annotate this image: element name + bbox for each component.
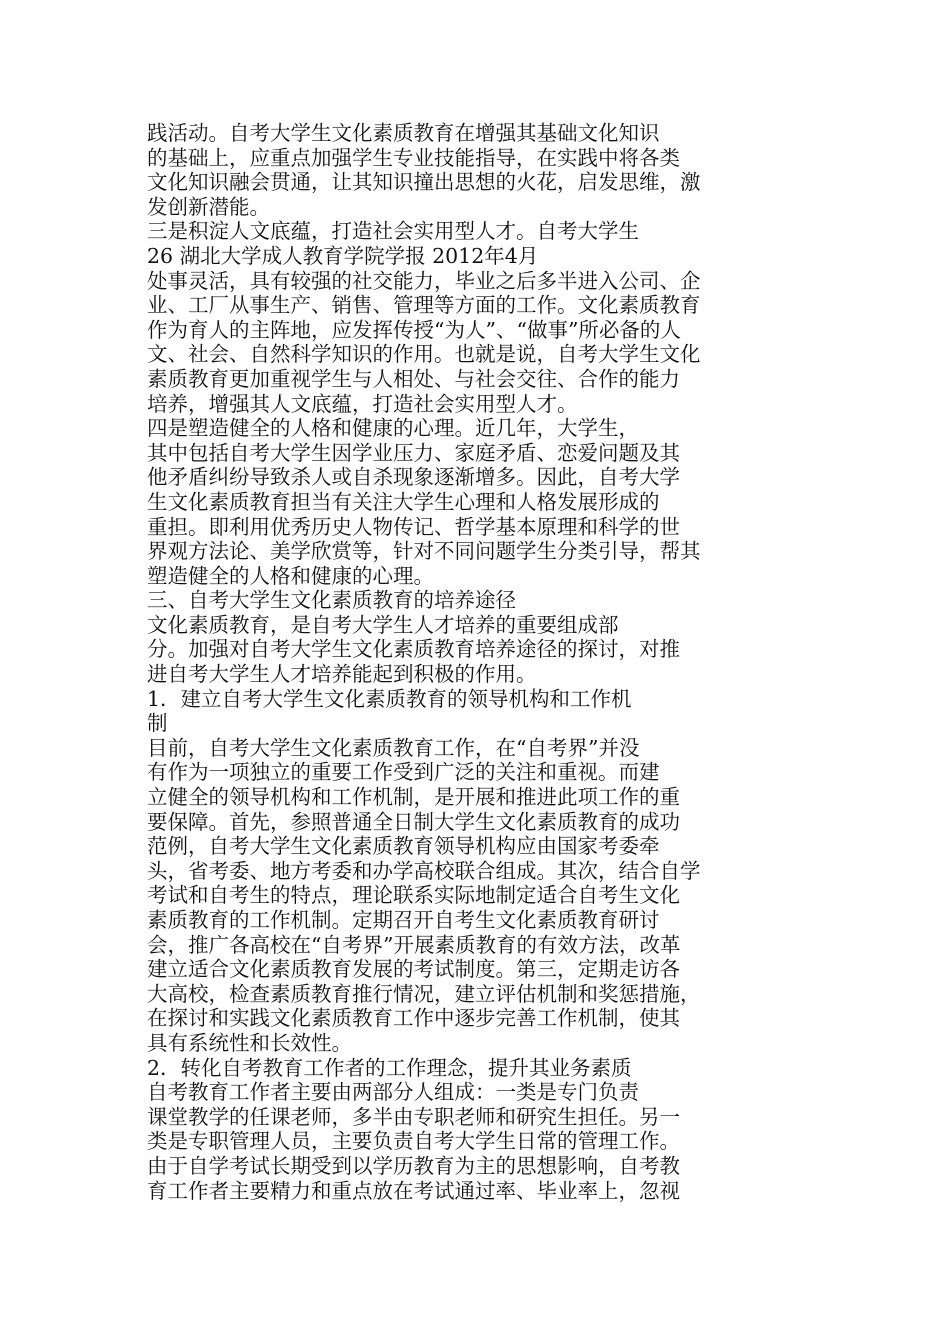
section-heading: 三、自考大学生文化素质教育的培养途径 (147, 588, 516, 613)
text-line: 有作为一项独立的重要工作受到广泛的关注和重视。而建 (147, 760, 660, 785)
body-text (147, 121, 787, 1203)
text-line: 文化素质教育，是自考大学生人才培养的重要组成部 (147, 612, 619, 637)
text-line: 考试和自考生的特点，理论联系实际地制定适合自考生文化 (147, 883, 680, 908)
text-line: 会，推广各高校在“自考界”开展素质教育的有效方法，改革 (147, 932, 681, 957)
text-line: 处事灵活，具有较强的社交能力，毕业之后多半进入公司、企 (147, 268, 701, 293)
text-line: 的基础上，应重点加强学生专业技能指导，在实践中将各类 (147, 145, 680, 170)
text-line: 三是积淀人文底蕴，打造社会实用型人才。自考大学生 (147, 219, 639, 244)
text-line: 作为育人的主阵地，应发挥传授“为人”、“做事”所必备的人 (147, 317, 681, 342)
text-line: 文、社会、自然科学知识的作用。也就是说，自考大学生文化 (147, 342, 701, 367)
text-line: 文化知识融会贯通，让其知识撞出思想的火花，启发思维，激 (147, 170, 701, 195)
text-line: 进自考大学生人才培养能起到积极的作用。 (147, 662, 537, 687)
text-line: 培养，增强其人文底蕴，打造社会实用型人才。 (147, 391, 578, 416)
text-line: 四是塑造健全的人格和健康的心理。近几年，大学生， (147, 416, 639, 441)
text-line: 立健全的领导机构和工作机制，是开展和推进此项工作的重 (147, 785, 680, 810)
text-line: 素质教育更加重视学生与人相处、与社会交往、合作的能力 (147, 366, 680, 391)
text-line: 分。加强对自考大学生文化素质教育培养途径的探讨，对推 (147, 637, 680, 662)
text-line: 业、工厂从事生产、销售、管理等方面的工作。文化素质教育 (147, 293, 701, 318)
subsection-heading: 制 (147, 711, 168, 736)
text-line: 素质教育的工作机制。定期召开自考生文化素质教育研讨 (147, 908, 660, 932)
text-line: 生文化素质教育担当有关注大学生心理和人格发展形成的 (147, 489, 660, 514)
running-header: 26 湖北大学成人教育学院学报 2012年4月 (147, 243, 539, 268)
text-line: 界观方法论、美学欣赏等，针对不同问题学生分类引导，帮其 (147, 539, 701, 564)
text-line: 自考教育工作者主要由两部分人组成：一类是专门负责 (147, 1080, 639, 1105)
text-line: 由于自学考试长期受到以学历教育为主的思想影响，自考教 (147, 1153, 680, 1178)
text-line: 头，省考委、地方考委和办学高校联合组成。其次，结合自学 (147, 858, 701, 883)
text-line: 要保障。首先，参照普通全日制大学生文化素质教育的成功 (147, 809, 680, 834)
text-line: 课堂教学的任课老师，多半由专职老师和研究生担任。另一 (147, 1104, 680, 1129)
text-line: 重担。即利用优秀历史人物传记、哲学基本原理和科学的世 (147, 514, 680, 539)
text-line: 育工作者主要精力和重点放在考试通过率、毕业率上，忽视 (147, 1178, 680, 1203)
text-line: 范例，自考大学生文化素质教育领导机构应由国家考委牵 (147, 834, 660, 859)
text-line: 他矛盾纠纷导致杀人或自杀现象逐渐增多。因此，自考大学 (147, 465, 680, 490)
text-line: 塑造健全的人格和健康的心理。 (147, 563, 434, 588)
text-line: 大高校，检查素质教育推行情况，建立评估机制和奖惩措施， (147, 981, 701, 1006)
text-line: 践活动。自考大学生文化素质教育在增强其基础文化知识 (147, 121, 660, 145)
text-line: 发创新潜能。 (147, 194, 270, 219)
text-line: 在探讨和实践文化素质教育工作中逐步完善工作机制，使其 (147, 1006, 680, 1031)
text-line: 其中包括自考大学生因学业压力、家庭矛盾、恋爱问题及其 (147, 440, 680, 465)
text-line: 目前，自考大学生文化素质教育工作，在“自考界”并没 (147, 735, 640, 760)
subsection-heading: 2．转化自考教育工作者的工作理念，提升其业务素质 (147, 1055, 632, 1080)
text-line: 具有系统性和长效性。 (147, 1030, 352, 1055)
text-line: 类是专职管理人员，主要负责自考大学生日常的管理工作。 (147, 1129, 680, 1154)
text-line: 建立适合文化素质教育发展的考试制度。第三，定期走访各 (147, 957, 680, 982)
subsection-heading: 1．建立自考大学生文化素质教育的领导机构和工作机 (147, 686, 632, 711)
